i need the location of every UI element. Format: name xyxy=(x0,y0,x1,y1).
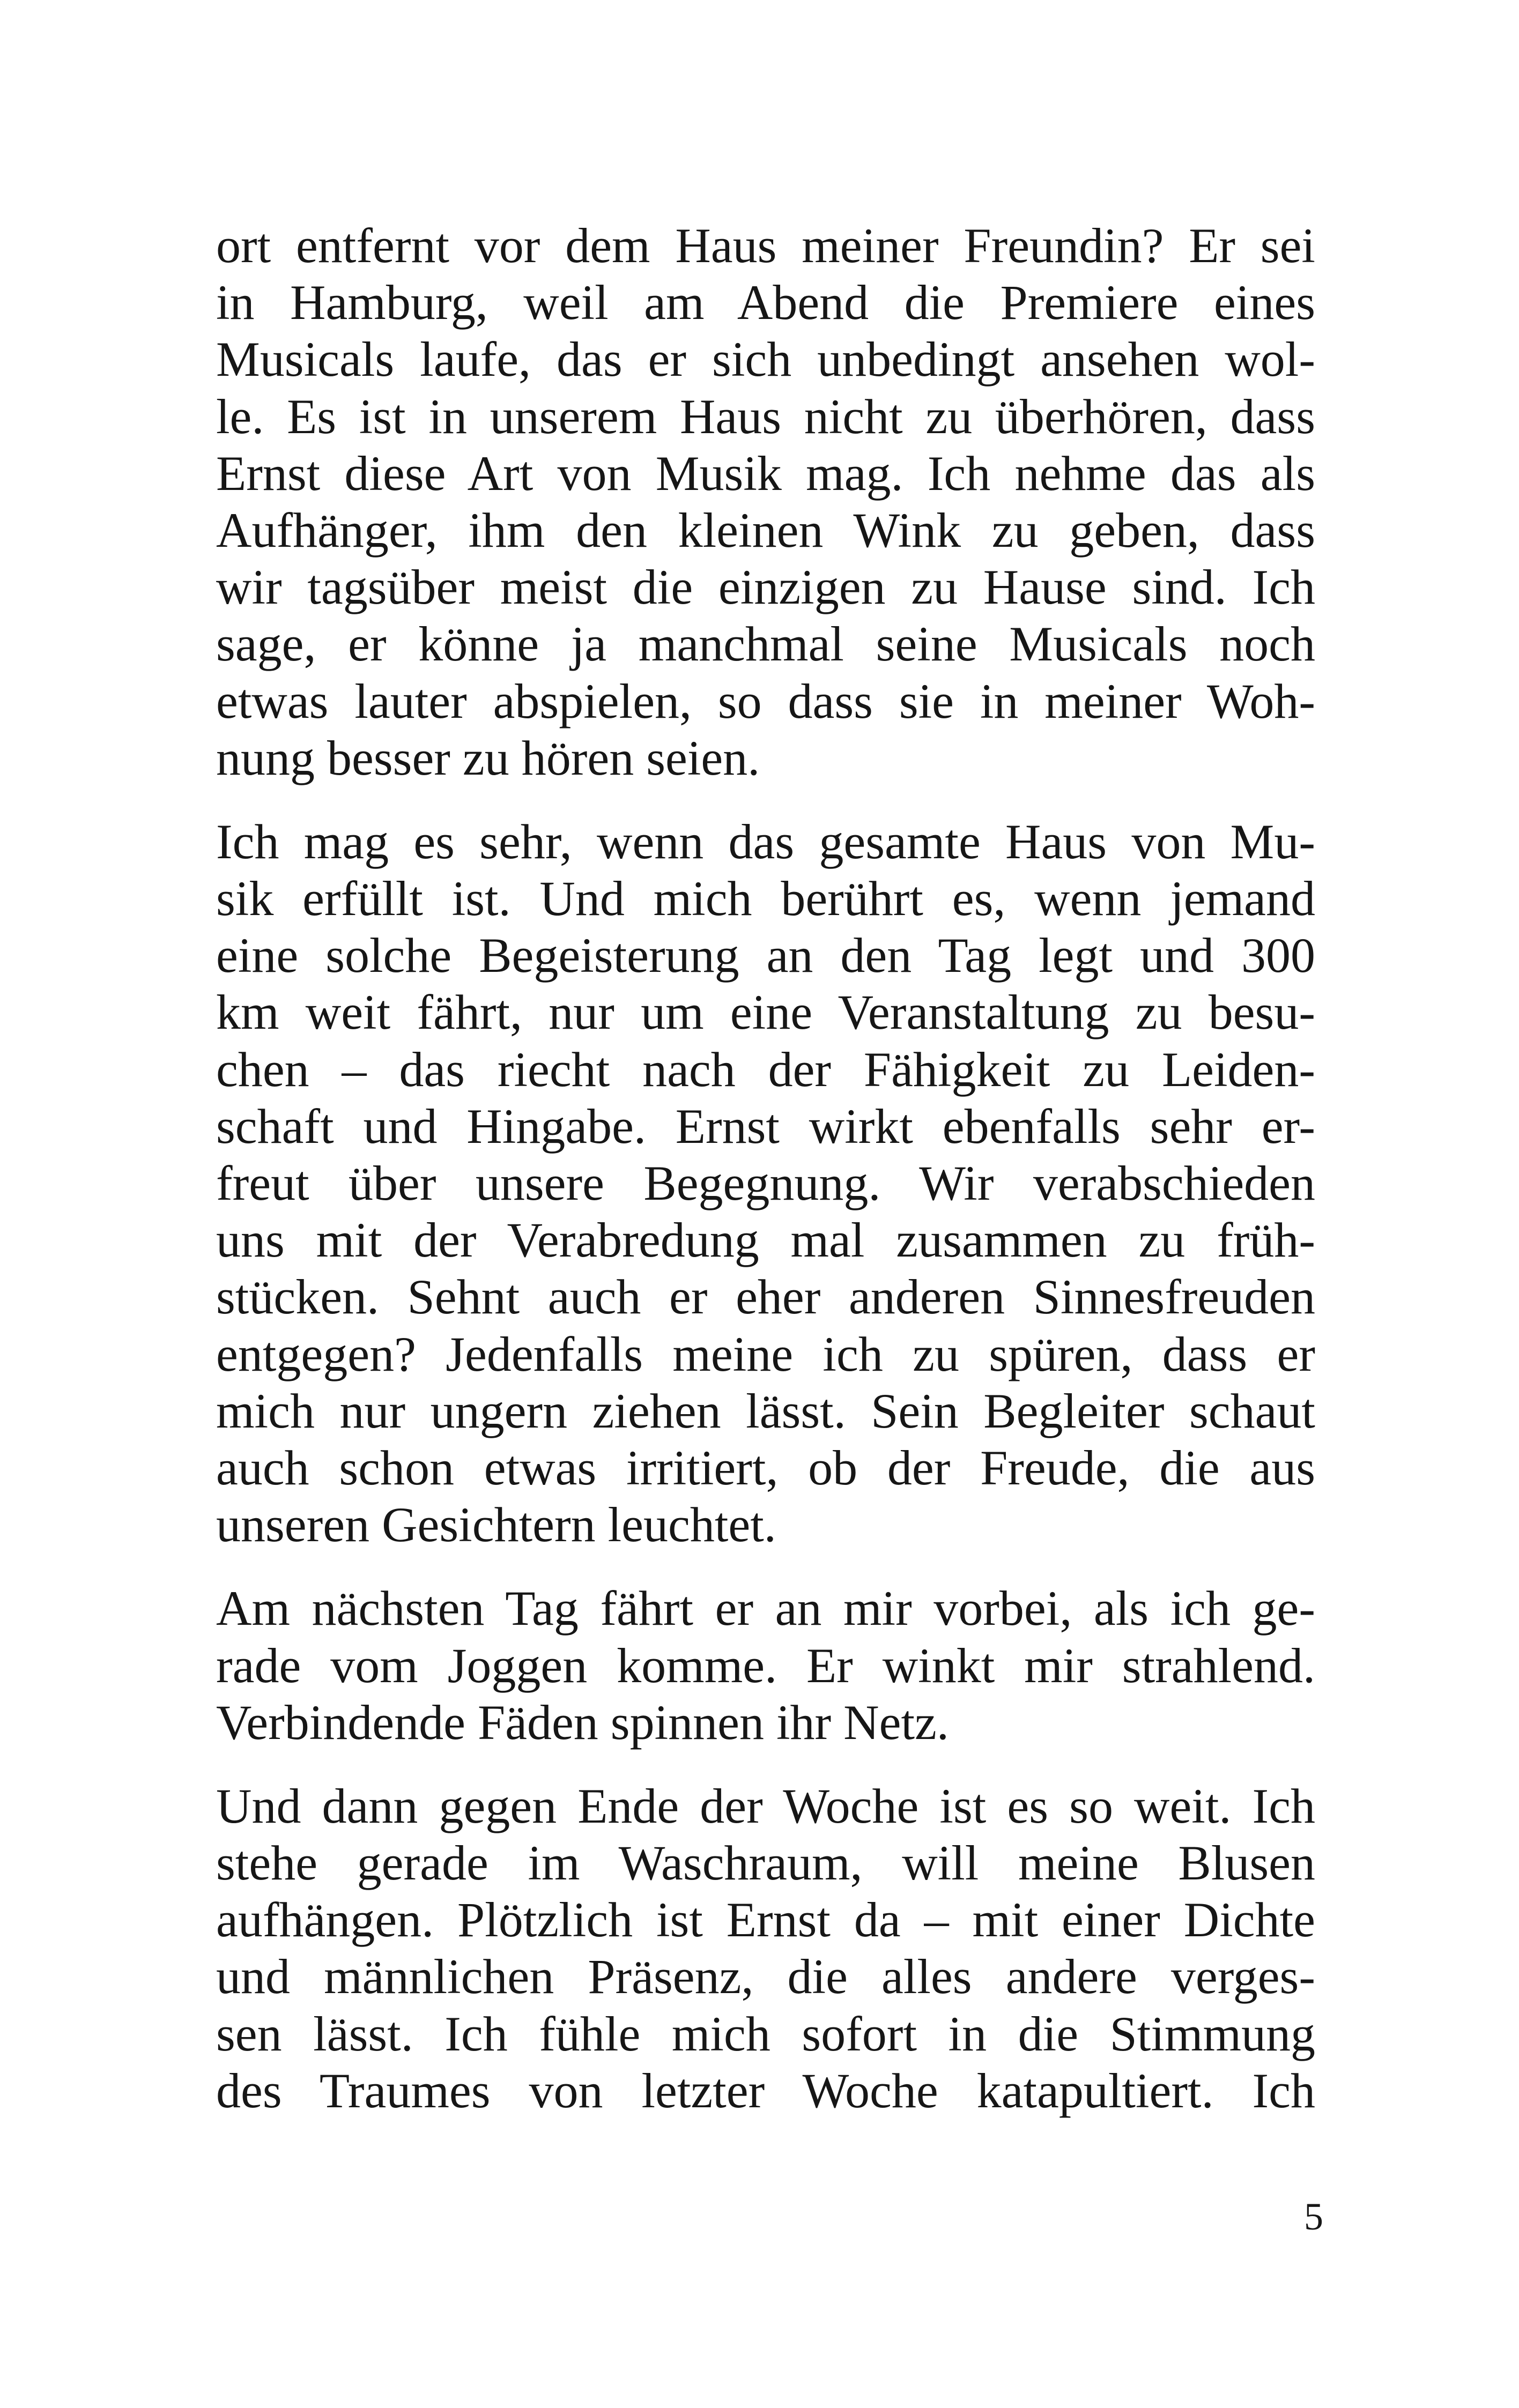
text-line: des Traumes von letzter Woche katapultiert. Ich xyxy=(216,2063,1315,2118)
text-line: le. Es ist in unserem Haus nicht zu überhören, dass xyxy=(216,389,1315,444)
text-line: eine solche Begeisterung an den Tag legt und 300 xyxy=(216,928,1315,983)
text-line: unseren Gesichtern leuchtet. xyxy=(216,1497,776,1552)
text-line: uns mit der Verabredung mal zusammen zu früh- xyxy=(216,1213,1315,1268)
text-line: ort entfernt vor dem Haus meiner Freundin? Er sei xyxy=(216,218,1315,273)
paragraph-1 xyxy=(216,217,1315,786)
text-line: sage, er könne ja manchmal seine Musicals noch xyxy=(216,616,1315,672)
paragraph-3 xyxy=(216,1580,1315,1751)
paragraph-4 xyxy=(216,1778,1315,2119)
text-line: Verbindende Fäden spinnen ihr Netz. xyxy=(216,1694,949,1750)
text-line: nung besser zu hören seien. xyxy=(216,730,760,785)
text-line: und männlichen Präsenz, die alles andere verges- xyxy=(216,1949,1315,2004)
text-line: rade vom Joggen komme. Er winkt mir strahlend. xyxy=(216,1638,1315,1693)
paragraph-2 xyxy=(216,813,1315,1553)
text-line: km weit fährt, nur um eine Veranstaltung zu besu- xyxy=(216,985,1315,1040)
text-line: Ernst diese Art von Musik mag. Ich nehme das als xyxy=(216,445,1315,501)
text-line: sik erfüllt ist. Und mich berührt es, wenn jemand xyxy=(216,871,1315,926)
text-line: schaft und Hingabe. Ernst wirkt ebenfalls sehr er- xyxy=(216,1098,1315,1154)
text-line: Aufhänger, ihm den kleinen Wink zu geben, dass xyxy=(216,502,1315,558)
text-line: Musicals laufe, das er sich unbedingt ansehen wol- xyxy=(216,332,1315,387)
body-text xyxy=(216,217,1315,2146)
text-line: Am nächsten Tag fährt er an mir vorbei, als ich ge- xyxy=(216,1581,1315,1636)
text-line: auch schon etwas irritiert, ob der Freude, die aus xyxy=(216,1440,1315,1495)
page-number: 5 xyxy=(1304,2195,1323,2238)
text-line: wir tagsüber meist die einzigen zu Hause sind. Ich xyxy=(216,560,1315,615)
text-line: aufhängen. Plötzlich ist Ernst da – mit einer Dichte xyxy=(216,1892,1315,1948)
text-line: etwas lauter abspielen, so dass sie in meiner Woh- xyxy=(216,673,1315,729)
text-line: Ich mag es sehr, wenn das gesamte Haus von Mu- xyxy=(216,814,1315,869)
text-line: sen lässt. Ich fühle mich sofort in die Stimmung xyxy=(216,2006,1315,2061)
text-line: Und dann gegen Ende der Woche ist es so weit. Ich xyxy=(216,1778,1315,1833)
text-line: entgegen? Jedenfalls meine ich zu spüren, dass er xyxy=(216,1326,1315,1381)
text-line: in Hamburg, weil am Abend die Premiere eines xyxy=(216,275,1315,330)
text-line: freut über unsere Begegnung. Wir verabschieden xyxy=(216,1156,1315,1210)
text-line: mich nur ungern ziehen lässt. Sein Begleiter schaut xyxy=(216,1383,1315,1438)
text-line: chen – das riecht nach der Fähigkeit zu Leiden- xyxy=(216,1042,1315,1097)
text-line: stücken. Sehnt auch er eher anderen Sinnesfreuden xyxy=(216,1269,1315,1325)
text-line: stehe gerade im Waschraum, will meine Blusen xyxy=(216,1835,1315,1891)
